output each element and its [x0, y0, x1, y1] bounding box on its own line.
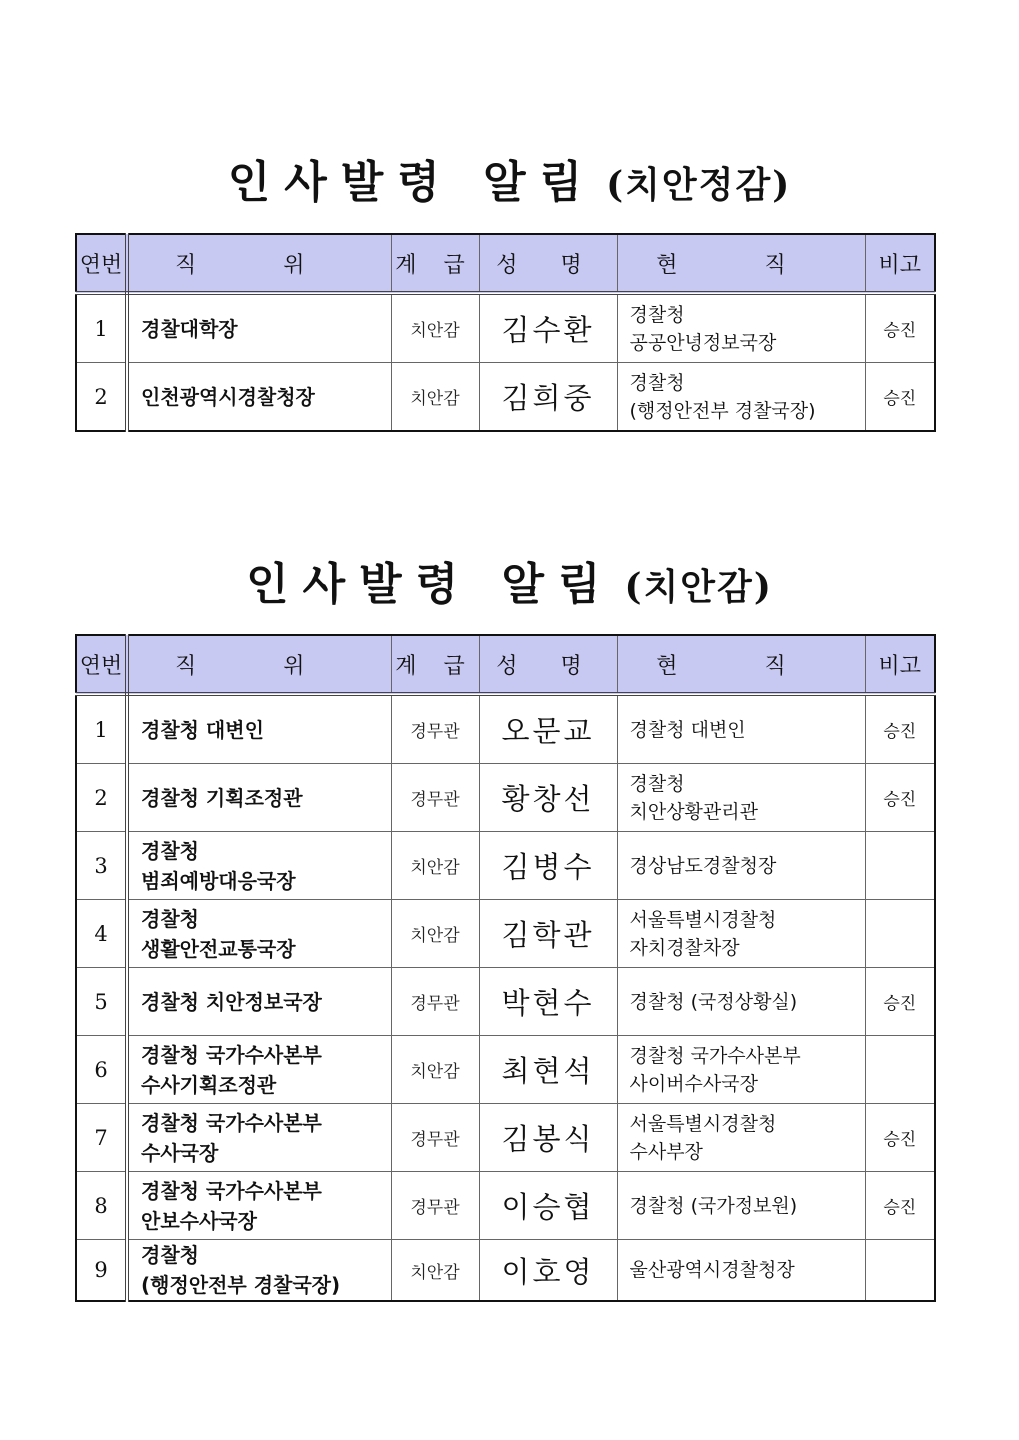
table-row	[76, 293, 935, 363]
position-cell-line: 수사기획조정관	[141, 1072, 277, 1097]
name-cell: 최현석	[479, 1036, 617, 1104]
note-cell	[865, 832, 935, 900]
name-cell: 김학관	[479, 900, 617, 968]
position-cell	[127, 293, 391, 363]
position-cell	[127, 1172, 391, 1240]
current-position-cell-line: 서울특별시경찰청	[629, 908, 777, 931]
row-number: 5	[76, 968, 127, 1036]
current-position-cell-line: 경찰청	[629, 772, 685, 795]
grade-cell: 치안감	[391, 293, 479, 363]
current-position-cell	[617, 1172, 865, 1240]
note-cell	[865, 1240, 935, 1302]
section1-title	[0, 146, 1019, 210]
current-position-cell	[617, 1240, 865, 1302]
name-cell: 이호영	[479, 1240, 617, 1302]
position-cell-line: 경찰청 치안정보국장	[141, 989, 322, 1014]
table-row	[76, 1240, 935, 1302]
row-number: 2	[76, 764, 127, 832]
position-cell	[127, 1104, 391, 1172]
current-position-cell	[617, 293, 865, 363]
header-grade: 계 급	[391, 635, 479, 694]
current-position-cell-line: 경찰청	[629, 303, 685, 326]
table-row	[76, 1036, 935, 1104]
position-cell-line: 경찰청	[141, 906, 199, 931]
name-cell: 박현수	[479, 968, 617, 1036]
header-name: 성 명	[479, 234, 617, 293]
note-cell: 승진	[865, 694, 935, 764]
section2-title-sub: (치안감)	[624, 566, 773, 608]
section2-table	[75, 634, 936, 1302]
grade-cell: 치안감	[391, 1036, 479, 1104]
grade-cell: 치안감	[391, 363, 479, 432]
header-position: 직 위	[127, 635, 391, 694]
current-position-cell	[617, 1104, 865, 1172]
section2-title	[0, 548, 1019, 612]
position-cell-line: 경찰청 기획조정관	[141, 785, 303, 810]
header-name: 성 명	[479, 635, 617, 694]
position-cell-line: 경찰청 국가수사본부	[141, 1110, 322, 1135]
row-number: 8	[76, 1172, 127, 1240]
table-row	[76, 764, 935, 832]
table-row	[76, 900, 935, 968]
row-number: 7	[76, 1104, 127, 1172]
position-cell	[127, 832, 391, 900]
header-current: 현 직	[617, 234, 865, 293]
grade-cell: 경무관	[391, 694, 479, 764]
note-cell	[865, 1036, 935, 1104]
name-cell: 김희중	[479, 363, 617, 432]
current-position-cell	[617, 968, 865, 1036]
name-cell: 김병수	[479, 832, 617, 900]
current-position-cell-line: (행정안전부 경찰국장)	[629, 399, 816, 422]
grade-cell: 치안감	[391, 1240, 479, 1302]
current-position-cell-line: 경찰청 국가수사본부	[629, 1044, 801, 1067]
header-no: 연번	[76, 234, 127, 293]
note-cell: 승진	[865, 293, 935, 363]
table-row	[76, 694, 935, 764]
current-position-cell-line: 경상남도경찰청장	[629, 854, 777, 877]
note-cell: 승진	[865, 968, 935, 1036]
current-position-cell	[617, 832, 865, 900]
section2-title-main: 인사발령 알림	[246, 559, 615, 610]
note-cell: 승진	[865, 764, 935, 832]
position-cell-line: 범죄예방대응국장	[141, 868, 296, 893]
position-cell	[127, 1240, 391, 1302]
note-cell	[865, 900, 935, 968]
row-number: 4	[76, 900, 127, 968]
position-cell-line: 수사국장	[141, 1140, 219, 1165]
row-number: 3	[76, 832, 127, 900]
position-cell-line: 경찰대학장	[141, 316, 238, 341]
position-cell	[127, 968, 391, 1036]
header-position: 직 위	[127, 234, 391, 293]
section1-table	[75, 233, 936, 432]
section2-header-row	[76, 635, 935, 694]
grade-cell: 경무관	[391, 764, 479, 832]
table-row	[76, 832, 935, 900]
current-position-cell-line: 경찰청	[629, 371, 685, 394]
current-position-cell-line: 울산광역시경찰청장	[629, 1259, 795, 1281]
grade-cell: 치안감	[391, 900, 479, 968]
row-number: 2	[76, 363, 127, 432]
section1-table-body	[76, 293, 935, 431]
current-position-cell-line: 자치경찰차장	[629, 936, 740, 959]
note-cell: 승진	[865, 1172, 935, 1240]
section1-title-sub: (치안정감)	[606, 164, 792, 206]
header-grade: 계 급	[391, 234, 479, 293]
position-cell	[127, 900, 391, 968]
current-position-cell-line: 경찰청 (국가정보원)	[629, 1194, 798, 1217]
position-cell	[127, 363, 391, 432]
table-row	[76, 1172, 935, 1240]
current-position-cell-line: 치안상황관리관	[629, 800, 758, 823]
current-position-cell	[617, 764, 865, 832]
section1-title-main: 인사발령 알림	[227, 157, 597, 208]
note-cell: 승진	[865, 363, 935, 432]
name-cell: 이승협	[479, 1172, 617, 1240]
section1-header-row	[76, 234, 935, 293]
header-note: 비고	[865, 635, 935, 694]
note-cell: 승진	[865, 1104, 935, 1172]
position-cell	[127, 1036, 391, 1104]
section2-table-body	[76, 694, 935, 1301]
current-position-cell-line: 수사부장	[629, 1140, 703, 1163]
position-cell-line: 경찰청	[141, 1243, 199, 1267]
current-position-cell	[617, 900, 865, 968]
position-cell-line: 경찰청 대변인	[141, 717, 264, 742]
name-cell: 김봉식	[479, 1104, 617, 1172]
header-no: 연번	[76, 635, 127, 694]
position-cell-line: 경찰청 국가수사본부	[141, 1042, 322, 1067]
row-number: 1	[76, 293, 127, 363]
table-row	[76, 968, 935, 1036]
current-position-cell-line: 서울특별시경찰청	[629, 1112, 777, 1135]
grade-cell: 경무관	[391, 968, 479, 1036]
position-cell-line: 생활안전교통국장	[141, 936, 296, 961]
grade-cell: 경무관	[391, 1104, 479, 1172]
name-cell: 김수환	[479, 293, 617, 363]
current-position-cell-line: 사이버수사국장	[629, 1072, 758, 1095]
current-position-cell	[617, 1036, 865, 1104]
position-cell	[127, 694, 391, 764]
position-cell-line: (행정안전부 경찰국장)	[141, 1273, 341, 1297]
position-cell-line: 경찰청	[141, 838, 199, 863]
table-row	[76, 363, 935, 432]
name-cell: 황창선	[479, 764, 617, 832]
current-position-cell-line: 경찰청 (국정상황실)	[629, 990, 798, 1013]
header-current: 현 직	[617, 635, 865, 694]
position-cell-line: 인천광역시경찰청장	[141, 384, 315, 409]
position-cell-line: 경찰청 국가수사본부	[141, 1178, 322, 1203]
position-cell-line: 안보수사국장	[141, 1208, 257, 1233]
current-position-cell	[617, 694, 865, 764]
current-position-cell	[617, 363, 865, 432]
table-row	[76, 1104, 935, 1172]
name-cell: 오문교	[479, 694, 617, 764]
grade-cell: 경무관	[391, 1172, 479, 1240]
row-number: 6	[76, 1036, 127, 1104]
row-number: 9	[76, 1240, 127, 1302]
current-position-cell-line: 공공안녕정보국장	[629, 331, 777, 354]
row-number: 1	[76, 694, 127, 764]
header-note: 비고	[865, 234, 935, 293]
current-position-cell-line: 경찰청 대변인	[629, 718, 746, 741]
grade-cell: 치안감	[391, 832, 479, 900]
position-cell	[127, 764, 391, 832]
